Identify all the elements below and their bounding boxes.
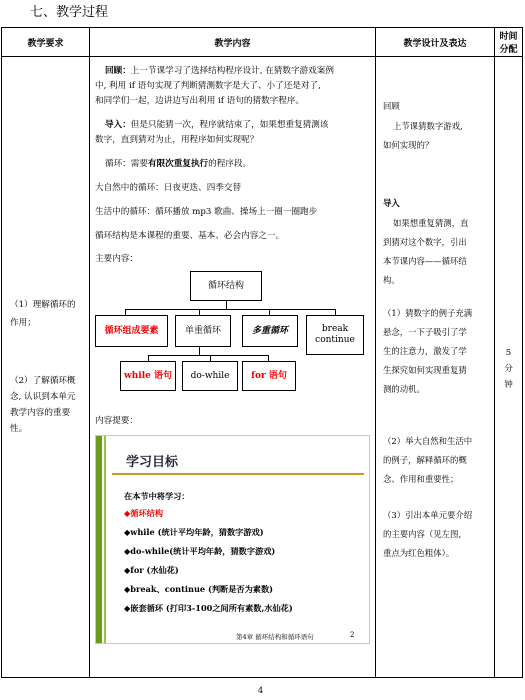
slide-item-3: ◆do-while(统计平均年龄，猜数字游戏) bbox=[124, 546, 276, 556]
intro-label: 导入： bbox=[105, 120, 131, 130]
box-break-continue bbox=[306, 315, 364, 355]
slide-title-rule bbox=[112, 473, 364, 475]
slide-item-1: ◆循环结构 bbox=[124, 508, 164, 518]
connector-root bbox=[226, 301, 227, 309]
box-nested-loop bbox=[242, 315, 298, 347]
design-line-19: 重点为红色粗体）。 bbox=[383, 548, 455, 558]
connector-branch bbox=[125, 309, 335, 310]
design-line-10: 悬念，一下子吸引了学 bbox=[383, 327, 467, 337]
intro-text-1: 但是只能猜一次，程序就结束了，如果想重复猜测该 bbox=[130, 120, 329, 130]
main-content-label: 主要内容： bbox=[95, 254, 138, 264]
intro-text-2: 数字，直到猜对为止，用程序如何实现呢？ bbox=[95, 135, 259, 145]
box-for-label: for 语句 bbox=[251, 370, 287, 381]
design-line-8: 构。 bbox=[383, 275, 400, 285]
box-nested-loop-label: 多重循环 bbox=[251, 325, 288, 336]
slide-label: 内容提要： bbox=[95, 416, 138, 426]
connector-single bbox=[199, 347, 200, 355]
slide-preview bbox=[95, 435, 370, 644]
header-content: 教学内容 bbox=[90, 28, 376, 57]
slide-page-number: 2 bbox=[350, 631, 355, 639]
slide-item-2: ◆while (统计平均年龄，猜数字游戏) bbox=[124, 527, 264, 537]
header-time bbox=[495, 28, 523, 57]
nature-text: 大自然中的循环：日夜更迭、四季交替 bbox=[95, 183, 242, 193]
box-do-while bbox=[182, 361, 238, 391]
design-line-3: 如何实现的？ bbox=[383, 140, 434, 150]
box-single-loop-label: 单重循环 bbox=[184, 325, 221, 336]
time-unit-2: 钟 bbox=[504, 380, 513, 390]
design-line-9: （1）猜数字的例子充满 bbox=[383, 308, 473, 318]
box-while-label: while 语句 bbox=[124, 370, 172, 381]
box-do-while-label: do-while bbox=[190, 370, 230, 381]
design-line-13: 测的动机。 bbox=[383, 384, 425, 394]
loop-def-b: 有限次重复执行 bbox=[147, 159, 209, 169]
life-text: 生活中的循环：循环播放 mp3 歌曲、操场上一圈一圈跑步 bbox=[95, 207, 318, 217]
page-number: 4 bbox=[258, 686, 264, 695]
design-line-7: 本节课内容——循环结 bbox=[383, 256, 467, 266]
slide-footer: 第4章 循环结构和循环语句 bbox=[236, 633, 314, 641]
design-line-18: 的主要内容（见左图， bbox=[383, 529, 467, 539]
time-unit-1: 分 bbox=[504, 364, 513, 374]
review-text-2: 中, 利用 if 语句实现了判断猜测数字是大了、小了还是对了, bbox=[95, 81, 321, 91]
box-for bbox=[242, 361, 296, 391]
section-heading: 七、教学过程 bbox=[30, 5, 109, 20]
design-line-11: 生的注意力，激发了学 bbox=[383, 346, 467, 356]
diagram-root-box bbox=[190, 271, 262, 301]
header-design: 教学设计及表达 bbox=[376, 28, 495, 57]
req-2-line3: 教学内容的重要 bbox=[10, 408, 71, 418]
loop-def-c: 的程序段。 bbox=[208, 159, 252, 169]
req-1-line1: （1）理解循环的 bbox=[10, 300, 76, 310]
design-line-16: 念、作用和重要性； bbox=[383, 474, 459, 484]
design-line-4: 导入 bbox=[383, 198, 400, 208]
box-continue-label: continue bbox=[315, 335, 355, 345]
slide-item-6: ◆嵌套循环 (打印3-100之间所有素数,水仙花) bbox=[124, 603, 293, 613]
slide-item-5: ◆break、continue (判断是否为素数) bbox=[124, 584, 274, 594]
design-line-14: （2）举大自然和生活中 bbox=[383, 436, 473, 446]
req-2-line2: 念, 认识到本单元 bbox=[10, 392, 76, 402]
requirements-cell bbox=[2, 57, 90, 678]
header-time-line2: 分配 bbox=[499, 45, 518, 55]
req-1-line2: 作用； bbox=[10, 318, 36, 328]
box-loop-elements-label: 循环组成要素 bbox=[104, 325, 159, 336]
design-line-1: 回顾 bbox=[383, 101, 400, 111]
time-cell bbox=[495, 57, 523, 678]
review-label: 回顾： bbox=[105, 66, 131, 76]
design-line-5: 如果想重复猜测，直 bbox=[393, 218, 469, 228]
design-line-12: 生探究如何实现重复猜 bbox=[383, 365, 467, 375]
slide-accent-bar-thin bbox=[104, 436, 106, 643]
table-header-row bbox=[2, 28, 523, 57]
review-text-1: 上一节课学习了选择结构程序设计, 在猜数字游戏案例 bbox=[130, 66, 334, 76]
diagram-root-label: 循环结构 bbox=[207, 280, 244, 291]
box-loop-elements bbox=[95, 315, 168, 347]
slide-title: 学习目标 bbox=[126, 455, 179, 470]
slide-item-4: ◆for (水仙花) bbox=[124, 565, 179, 575]
slide-intro: 在本节中将学习： bbox=[124, 491, 190, 501]
connector-sub-branch bbox=[148, 355, 268, 356]
header-requirements: 教学要求 bbox=[2, 28, 90, 57]
req-2-line1: （2）了解循环概 bbox=[10, 376, 76, 386]
time-value: 5 bbox=[505, 348, 512, 358]
box-while bbox=[120, 361, 176, 391]
design-line-6: 到猜对这个数字，引出 bbox=[383, 237, 467, 247]
design-cell bbox=[376, 57, 495, 678]
design-line-17: （3）引出本单元要介绍 bbox=[383, 510, 473, 520]
slide-accent-bar bbox=[96, 436, 102, 643]
box-single-loop bbox=[175, 315, 231, 347]
loop-def-a: 循环：需要 bbox=[105, 159, 148, 169]
box-break-label: break bbox=[321, 324, 349, 334]
design-line-2: 上节课猜数字游戏, bbox=[393, 121, 463, 131]
req-2-line4: 性。 bbox=[10, 424, 28, 434]
review-text-3: 和同学们一起，边讲边写出利用 if 语句的猜数字程序。 bbox=[95, 96, 305, 106]
design-line-15: 的例子，解释循环的概 bbox=[383, 455, 467, 465]
header-time-line1: 时间 bbox=[499, 32, 518, 42]
structure-text: 循环结构是本课程的重要、基本、必会内容之一。 bbox=[95, 231, 285, 241]
